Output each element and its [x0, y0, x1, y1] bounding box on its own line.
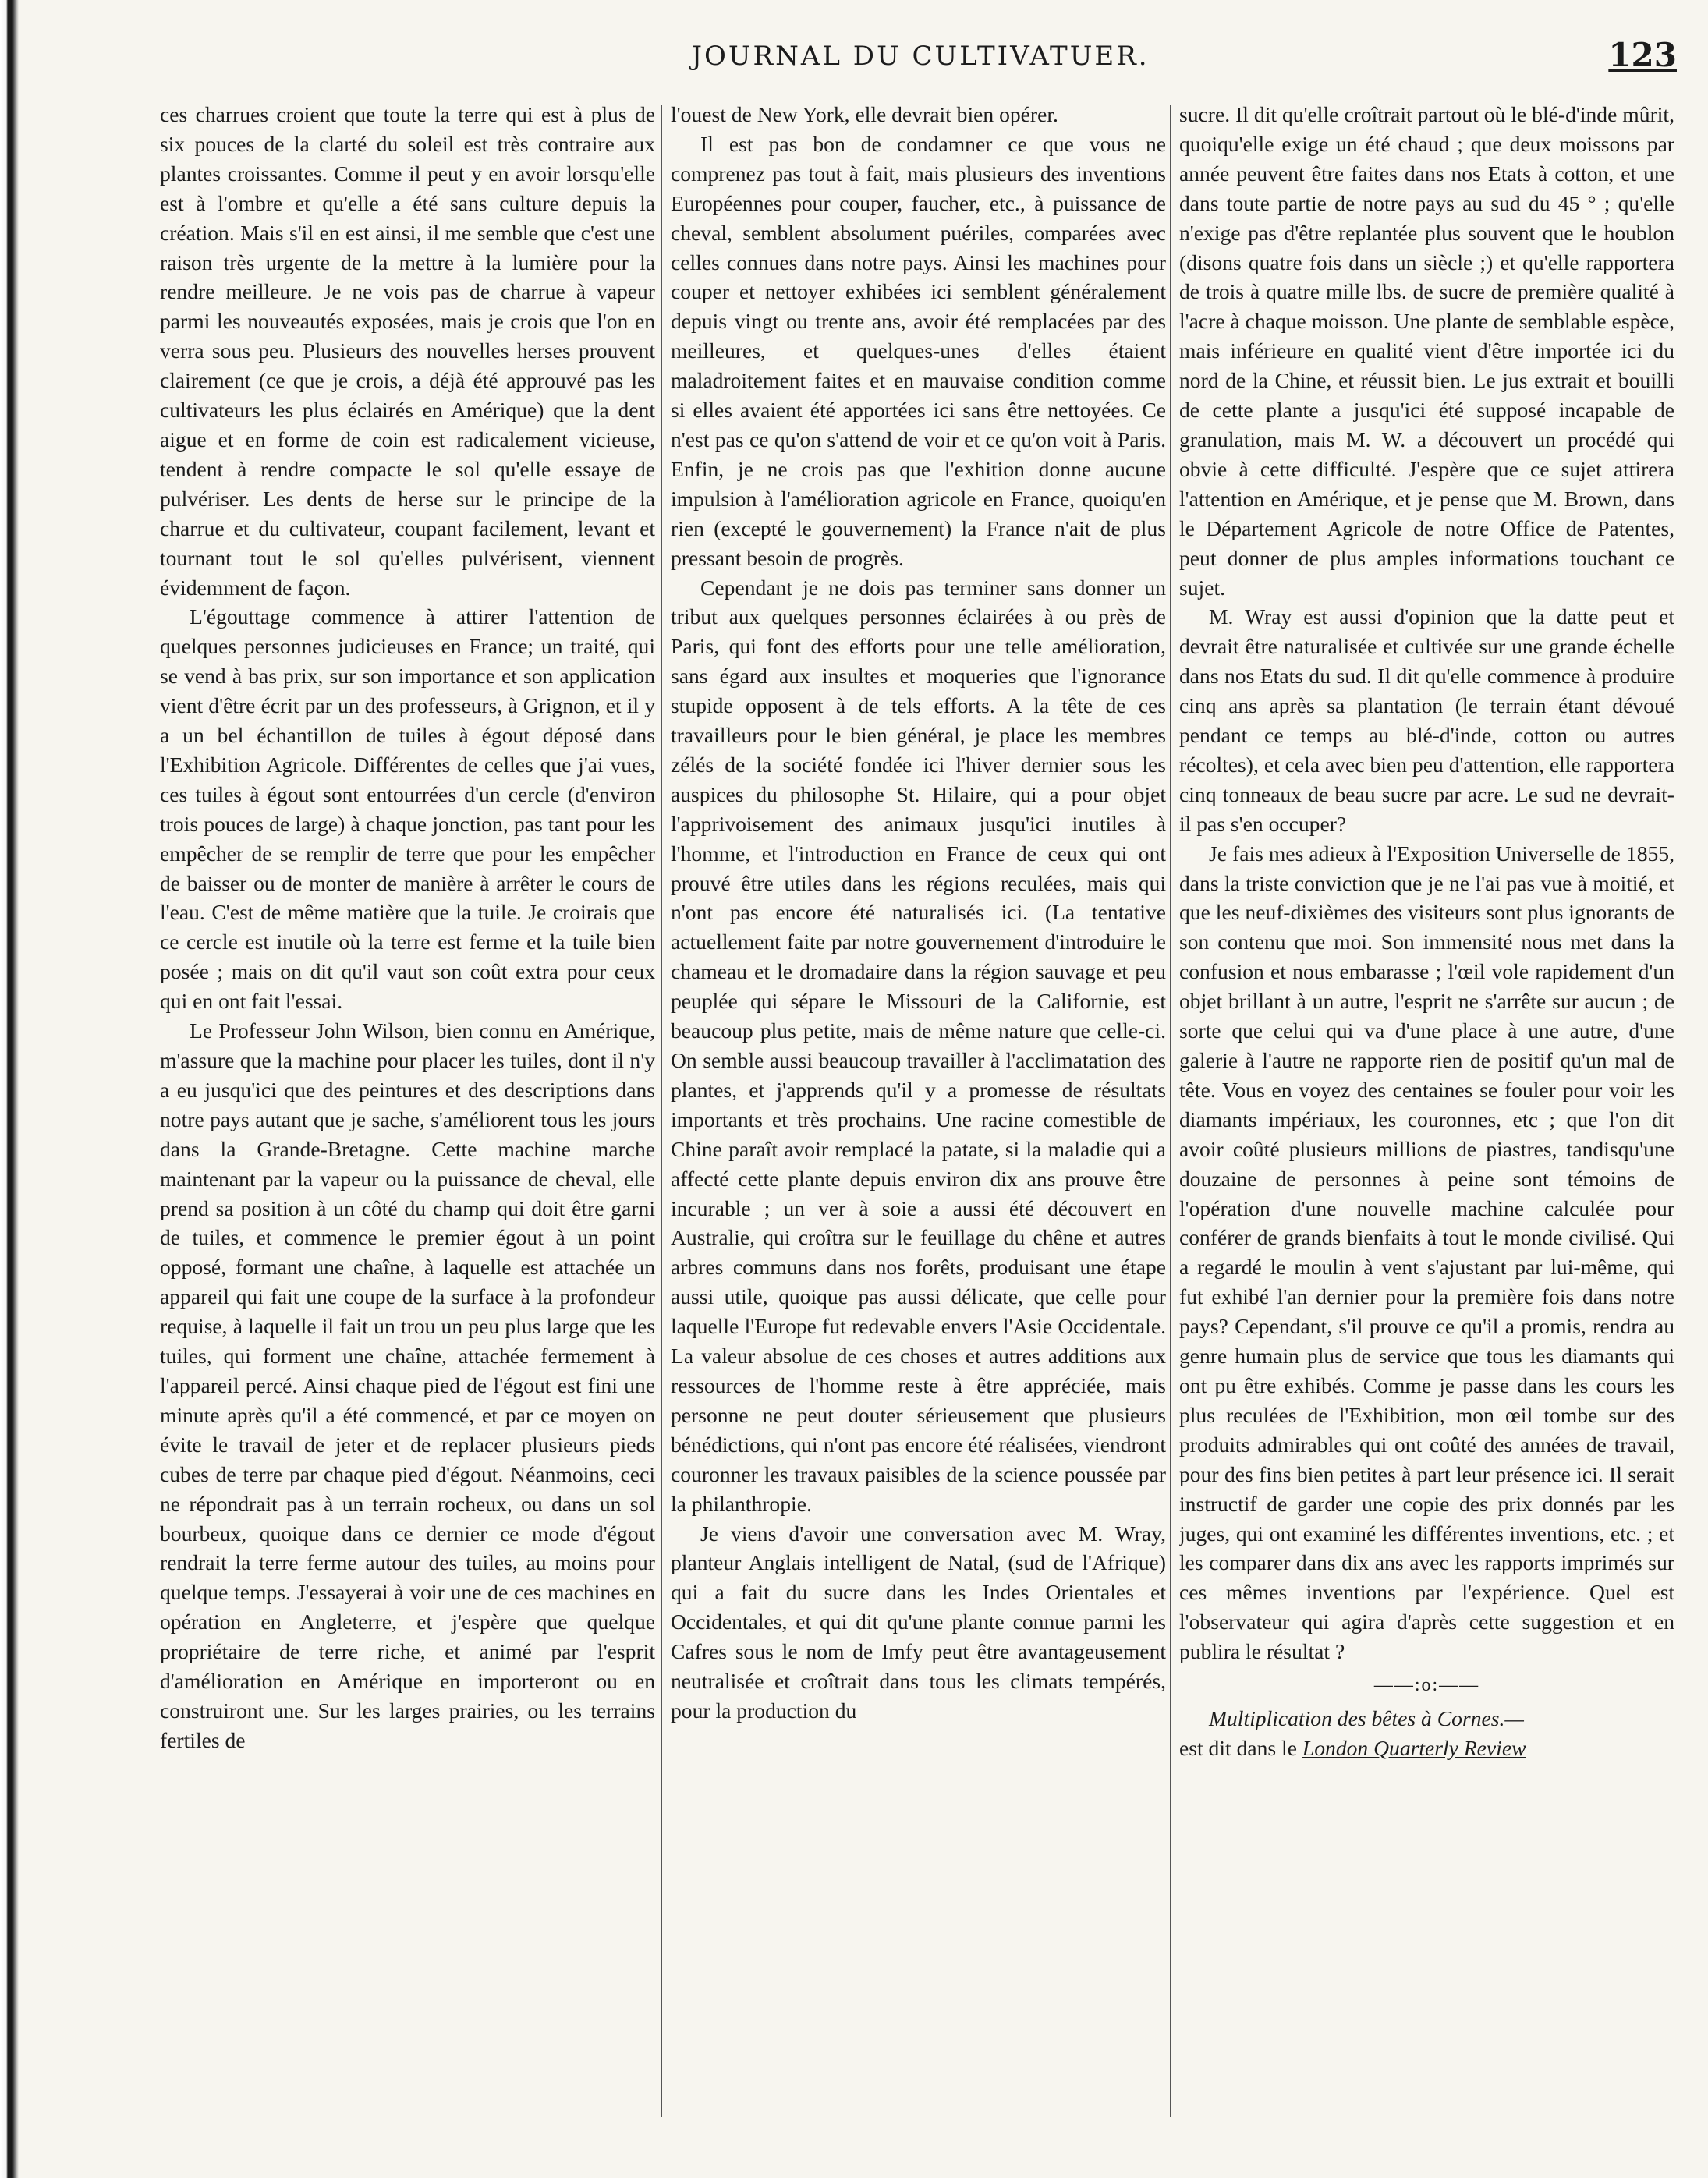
cited-source: London Quarterly Review — [1302, 1735, 1526, 1760]
section-paragraph — [1179, 1704, 1674, 1763]
journal-title: JOURNAL DU CULTIVATUER. — [691, 41, 1150, 72]
column-rule-right — [1170, 105, 1171, 2117]
paragraph: M. Wray est aussi d'opinion que la datte peut et devrait être naturalisée et cultivée sur une grande échelle dans nos Etats du sud. Il dit qu'elle commence à produire cinq ans après sa plantation (le terrain étant dévoué pendant ce temps au blé-d'inde, cotton ou autres récoltes), et cela avec bien peu d'attention, elle rapportera cinq tonneaux de beau sucre par acre. Le sud ne devrait-il pas s'en occuper? — [1179, 604, 1674, 836]
page-number: 123 — [1608, 36, 1677, 74]
paragraph: Je viens d'avoir une conversation avec M. Wray, planteur Anglais intelligent de Natal, (sud de l'Afrique) qui a fait du sucre dans les Indes Orientales et Occidentales, et qui dit qu'une plante connue parmi les Cafres sous le nom de Imfy peut être avantageusement neutralisée et croîtrait dans tous les climats tempérés, pour la production du — [671, 1521, 1166, 1723]
paragraph: l'ouest de New York, elle devrait bien opérer. — [671, 102, 1058, 126]
paragraph: Cependant je ne dois pas terminer sans donner un tribut aux quelques personnes éclairées à ou près de Paris, qui font des efforts pour une telle amélioration, sans égard aux insultes et moqueries que l'ignorance stupide opposent à de tels efforts. A la tête de ces travailleurs pour le bien général, je place les membres zélés de la société fondée ici l'hiver dernier sous les auspices du philosophe St. Hilaire, qui a pour objet l'apprivoisement des animaux jusqu'ici inutiles à l'homme, et l'introduction en France de ceux qui ont prouvé être utiles dans les régions reculées, mais qui n'ont pas encore été naturalisés ici. (La tentative actuellement faite par notre gouvernement d'introduire le chameau et le dromadaire dans la région sauvage et peu peuplée qui sépare le Missouri de la Californie, est beaucoup plus petite, mais de même nature que celle-ci. On semble aussi beaucoup travailler à l'acclimatation des plantes, et j'apprends qu'il y a promesse de résultats importants et très prochains. Une racine comestible de Chine paraît avoir remplacé la patate, si la maladie qui a affecté cette plante depuis environ dix ans prouve être incurable ; un ver à soie a aussi été découvert en Australie, qui croîtra sur le feuillage du chêne et autres arbres communs dans nos forêts, produisant une étape aussi utile, quoique pas aussi délicate, que celle pour laquelle l'Europe fut redevable envers l'Asie Occidentale. La valeur absolue de ces choses et autres additions aux ressources de l'homme reste à être appréciée, mais personne ne peut douter sérieusement que plusieurs bénédictions, qui n'ont pas encore été réalisées, viendront couronner les travaux paisibles de la science poussée par la philanthropie. — [671, 575, 1166, 1516]
paragraph: Il est pas bon de condamner ce que vous ne comprenez pas tout à fait, mais plusieurs des inventions Européennes pour couper, faucher, etc., à puissance de cheval, semblent absolument puériles, comparées avec celles connues dans notre pays. Ainsi les machines pour couper et nettoyer exhibées ici semblent généralement depuis vingt ou trente ans, avoir été remplacées par des meilleures, et quelques-unes d'elles étaient maladroitement faites et en mauvaise condition comme si elles avaient été apportées ici sans être nettoyées. Ce n'est pas ce qu'on s'attend de voir et ce qu'on voit à Paris. Enfin, je ne crois pas que l'exhition donne aucune impulsion à l'amélioration agricole en France, quoiqu'en rien (excepté le gouvernement) la France n'ait de plus pressant besoin de progrès. — [671, 131, 1166, 570]
page-binding-edge — [0, 0, 31, 2178]
text-column-1 — [160, 100, 655, 2120]
paragraph: Le Professeur John Wilson, bien connu en Amérique, m'assure que la machine pour placer les tuiles, dont il n'y a eu jusqu'ici que des peintures et des descriptions dans notre pays autant que je sache, s'améliorent tous les jours dans la Grande-Bretagne. Cette machine marche maintenant par la vapeur ou la puissance de cheval, elle prend sa position à un côté du champ qui doit être garni de tuiles, et commence le premier égout à un point opposé, formant une chaîne, à laquelle est attachée un appareil qui fait une coupe de la surface à la profondeur requise, à laquelle il fait un trou un peu plus large que les tuiles, qui forment une chaîne, attachée fermement à l'appareil percé. Ainsi chaque pied de l'égout est fini une minute après qu'il a été commencé, et par ce moyen on évite le travail de jeter et de replacer plusieurs pieds cubes de terre par chaque pied d'égout. Néanmoins, ceci ne répondrait pas à un terrain rocheux, ou dans un sol bourbeux, quoique dans ce dernier ce mode d'égout rendrait la terre ferme autour des tuiles, au moins pour quelque temps. J'essayerai à voir une de ces machines en opération en Angleterre, et j'espère que quelque propriétaire de terre riche, et animé par l'esprit d'amélioration en Amérique en importeront ou en construiront une. Sur les larges prairies, ou les terrains fertiles de — [160, 1018, 655, 1752]
section-text: est dit dans le — [1179, 1735, 1302, 1760]
paragraph: L'égouttage commence à attirer l'attention de quelques personnes judicieuses en France; un traité, qui se vend à bas prix, sur son importance et son application vient d'être écrit par un des professeurs, à Grignon, et il y a un bel échantillon de tuiles à égout déposé dans l'Exhibition Agricole. Différentes de celles que j'ai vues, ces tuiles à égout sont entourrées d'un cercle (d'environ trois pouces de large) à chaque jonction, pas tant pour les empêcher de se remplir de terre que pour les empêcher de baisser ou de monter de manière à arrêter le cours de l'eau. C'est de même matière que la tuile. Je croirais que ce cercle est inutile où la terre est ferme et la tuile bien posée ; mais on dit qu'il vaut son coût extra pour ceux qui en ont fait l'essai. — [160, 604, 655, 1014]
paragraph: Je fais mes adieux à l'Exposition Universelle de 1855, dans la triste conviction que je ne l'ai pas vue à moitié, et que les neuf-dixièmes des visiteurs sont plus ignorants de son contenu que moi. Son immensité nous met dans la confusion et nous embarasse ; l'œil vole rapidement d'un objet brillant à un autre, l'esprit ne s'arrête sur aucun ; de sorte que celui qui va d'une place à une autre, d'une galerie à l'autre ne rapporte rien de positif qu'un mal de tête. Vous en voyez des centaines se fouler pour voir les diamants impériaux, les couronnes, etc ; que l'on dit avoir coûté plusieurs millions de piastres, tandisqu'une douzaine de personnes à peine sont témoins de l'opération d'une nouvelle machine calculée pour conférer de grands bienfaits à tout le monde civilisé. Qui a regardé le moulin à vent s'ajustant par lui-même, qui fut exhibé l'an dernier pour la première fois dans notre pays? Cependant, s'il prouve ce qu'il a promis, rendra au genre humain plus de service que tous les diamants qui ont pu être exhibés. Comme je passe dans les cours les plus reculées de l'Exhibition, mon œil tombe sur des produits admirables qui ont coûté des années de travail, pour des fins bien petites à part leur présence ici. Il serait instructif de garder une copie des prix donnés par les juges, qui ont examiné les différentes inventions, etc. ; et les comparer dans dix ans avec les rapports imprimés sur ces mêmes inventions par l'expérience. Quel est l'observateur qui agira d'après cette suggestion et en publira le résultat ? — [1179, 841, 1674, 1664]
paragraph: ces charrues croient que toute la terre qui est à plus de six pouces de la clarté du soleil est très contraire aux plantes croissantes. Comme il peut y en avoir lorsqu'elle est à l'ombre et qu'elle a été sans culture depuis la création. Mais s'il en est ainsi, il me semble que c'est une raison très urgente de la mettre à la lumière pour la rendre meilleure. Je ne vois pas de charrue à vapeur parmi les nouveautés exposées, mais je crois que l'on en verra sous peu. Plusieurs des nouvelles herses prouvent clairement (ce que je crois, a déjà été approuvé pas les cultivateurs les plus éclairés en Amérique) que la dent aigue et en forme de coin est radicalement vicieuse, tendent à rendre compacte le sol qu'elle essaye de pulvériser. Les dents de herse sur le principe de la charrue et du cultivateur, coupant facilement, levant et tournant tout le sol qu'elles pulvérisent, viennent évidemment de façon. — [160, 102, 655, 600]
text-column-3 — [1179, 100, 1674, 2120]
page-header — [156, 36, 1685, 87]
section-separator: ——:o:—— — [1373, 1675, 1480, 1696]
text-column-2 — [671, 100, 1166, 2120]
paragraph: sucre. Il dit qu'elle croîtrait partout où le blé-d'inde mûrit, quoiqu'elle exige un été chaud ; que deux moissons par année peuvent être faites dans nos Etats à cotton, et une dans toute partie de notre pays au sud du 45 ° ; qu'elle n'exige pas d'être replantée plus souvent que le houblon (disons quatre fois dans un siècle ;) et qu'elle rapportera de trois à quatre mille lbs. de sucre de première qualité à l'acre à chaque moisson. Une plante de semblable espèce, mais inférieure en qualité vient d'être importée ici du nord de la Chine, et réussit bien. Le jus extrait et bouilli de cette plante a jusqu'ici été supposé incapable de granulation, mais M. W. a découvert un procédé qui obvie à cette difficulté. J'espère que ce sujet attirera l'attention en Amérique, et je pense que M. Brown, dans le Département Agricole de notre Office de Patentes, peut donner de plus amples informations touchant ce sujet. — [1179, 102, 1674, 600]
section-heading: Multiplication des bêtes à Cornes.— — [1209, 1705, 1524, 1730]
column-rule-left — [661, 105, 662, 2117]
